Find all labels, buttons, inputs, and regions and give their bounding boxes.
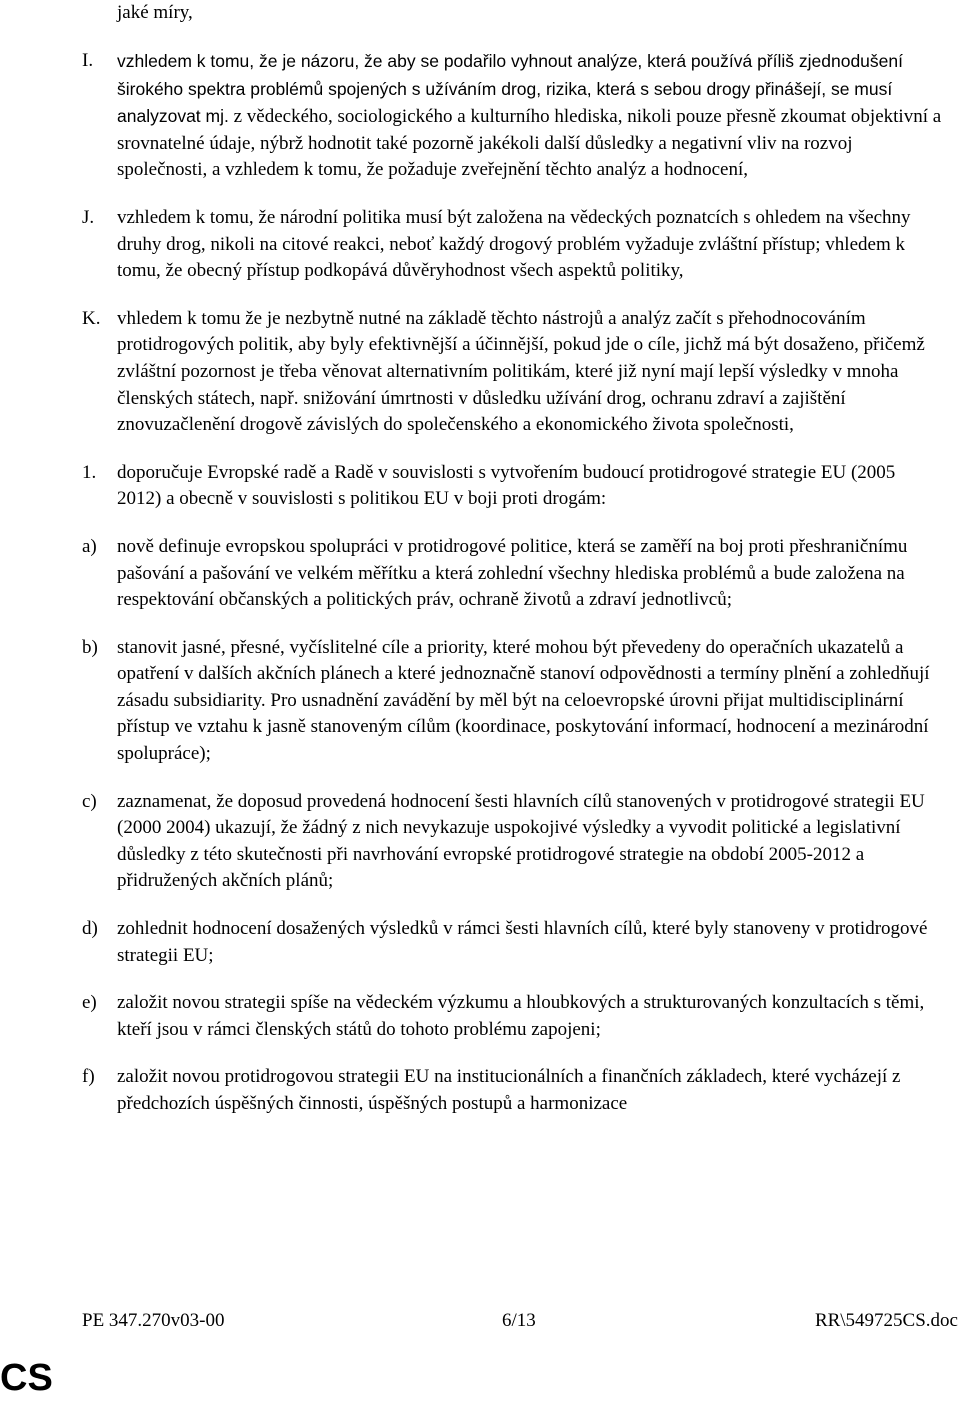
item-label: a) [82,535,97,557]
list-item [82,635,942,768]
list-item [82,789,942,895]
list-item [82,306,942,439]
item-text: zaznamenat, že doposud provedená hodnocení šesti hlavních cílů stanovených v protidrogové strategii EU (2000 2004) ukazují, že žádný z nich nevykazuje uspokojivé výsledky a vyvodit politické a legislativní důsledky z této skutečnosti při navrhování evropské protidrogové strategie na období 2005-2012 a přidružených akčních plánů; [117,790,925,892]
item-label: b) [82,636,98,658]
item-label: K. [82,307,101,329]
footer-file-name: RR\549725CS.doc [814,1310,958,1331]
list-item [82,990,942,1043]
item-label: d) [82,918,98,940]
footer-document-reference: PE 347.270v03-00 [82,1310,225,1331]
item-text-sans: vzhledem k tomu, že je názoru, že aby se podařilo vyhnout analýze, která používá příliš zjednodušení širokého spektra problémů spojených s užíváním drog, rizika, která s sebou drogy přinášejí, se musí analyzovat mj. [117,51,903,127]
footer-page-number: 6/13 [502,1310,536,1331]
list-item [82,205,942,285]
item-label: J. [82,206,95,228]
page-footer [82,1308,958,1334]
item-text: založit novou protidrogovou strategii EU na institucionálních a finančních základech, které vycházejí z předchozích úspěšných činnosti, úspěšných postupů a harmonizace [117,1066,901,1114]
item-text-serif: z vědeckého, sociologického a kulturního hlediska, nikoli pouze přesně zkoumat objektivní a srovnatelné údaje, nýbrž hodnotit také pozorně jakékoli další důsledky a negativní vliv na rozvoj společnosti, a vzhledem k tomu, že požaduje zveřejnění těchto analýz a hodnocení, [117,106,942,181]
language-code: CS [0,1357,53,1399]
list-item [82,916,942,969]
item-text: založit novou strategii spíše na vědeckém výzkumu a hloubkových a strukturovaných konzultacích s těmi, kteří jsou v rámci členských států do tohoto problému zapojeni; [117,992,925,1040]
item-label: e) [82,992,97,1014]
item-text: zohlednit hodnocení dosažených výsledků v rámci šesti hlavních cílů, které byly stanoveny v protidrogové strategii EU; [117,918,928,966]
item-label: f) [82,1066,95,1088]
document-body [82,0,942,1118]
list-item [82,1064,942,1117]
item-label: 1. [82,461,97,483]
list-item [82,534,942,614]
continuation-line: jaké míry, [117,2,193,23]
item-text: vhledem k tomu že je nezbytně nutné na základě těchto nástrojů a analýz začít s přehodnocováním protidrogových politik, aby byly efektivnější a účinnější, pokud jde o cíle, jichž má být dosaženo, přičemž zvláštní pozornost je třeba věnovat alternativním politikám, které již nyní mají lepší výsledky v mnoha členských státech, např. snižování úmrtnosti v důsledku užívání drog, ochranu zdraví a zajištění znovuzačlenění drogově závislých do společenského a ekonomického života společnosti, [117,307,925,436]
item-label: I. [82,50,94,71]
item-text [117,48,942,184]
list-item [82,48,942,184]
item-text: nově definuje evropskou spolupráci v protidrogové politice, která se zaměří na boj proti přeshraničnímu pašování a pašování ve velkém měřítku a která zohlední všechny hlediska problémů a bude založena na respektování občanských a politických práv, ochraně životů a zdraví jednotlivců; [117,535,908,611]
item-label: c) [82,790,97,812]
item-text: doporučuje Evropské radě a Radě v souvislosti s vytvořením budoucí protidrogové strategie EU (2005 2012) a obecně v souvislosti s politikou EU v boji proti drogám: [117,461,896,510]
item-text: stanovit jasné, přesné, vyčíslitelné cíle a priority, které mohou být převedeny do operačních ukazatelů a opatření v dalších akčních plánech a které jednoznačně stanoví odpovědnosti a termíny plnění a zohledňují zásadu subsidiarity. Pro usnadnění zavádění by měl být na celoevropské úrovni přijat multidisciplinární přístup ve vztahu k jasně stanoveným cílům (koordinace, poskytování informací, hodnocení a mezinárodní spolupráce); [117,636,930,765]
item-text: vzhledem k tomu, že národní politika musí být založena na vědeckých poznatcích s ohledem na všechny druhy drog, nikoli na citové reakci, neboť každý drogový problém vyžaduje zvláštní přístup; vhledem k tomu, že obecný přístup podkopává důvěryhodnost všech aspektů politiky, [117,206,911,282]
list-item [82,460,942,513]
